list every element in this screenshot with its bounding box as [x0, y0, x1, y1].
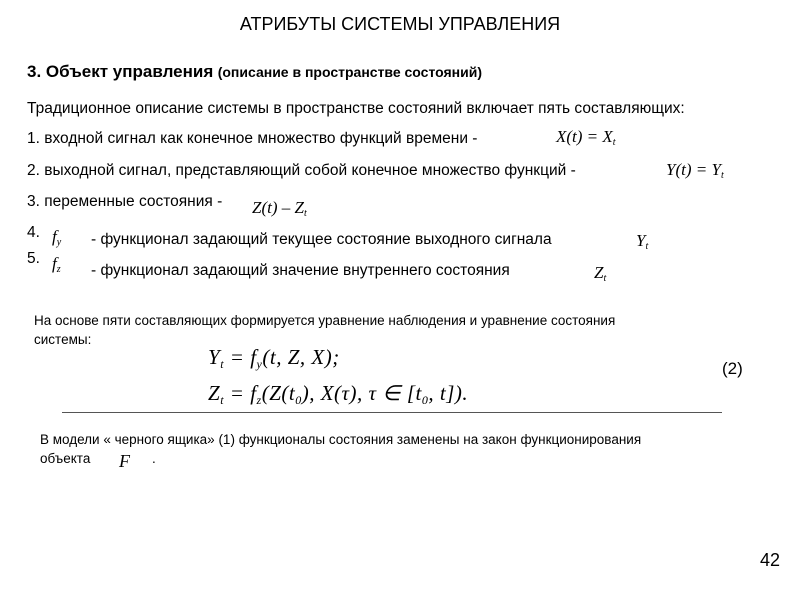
equation-number: (2)	[722, 359, 743, 378]
section-subtitle: (описание в пространстве состояний)	[217, 64, 483, 80]
state-equation: $Z_t = f_z(Z(t_0)$, X(τ), τ ∈ [$t_0$, t]).	[208, 381, 469, 407]
equations-intro-line1: На основе пяти составляющих формируется уравнение наблюдения и уравнение состояния	[34, 313, 616, 328]
formula-yt: $Y_t$	[636, 231, 649, 252]
note-line1: В модели « черного ящика» (1) функционалы состояния заменены на закон функционирования	[40, 432, 642, 447]
list-item-5: - функционал задающий значение внутреннего состояния	[91, 262, 510, 279]
note-symbol-f: F	[119, 451, 130, 471]
note-line2: объекта	[40, 451, 91, 466]
equations-intro-line2: системы:	[34, 332, 92, 347]
page-number: 42	[759, 550, 780, 570]
formula-state-variables: $Z(t) - Z_t$	[252, 198, 307, 219]
list-item-3	[27, 193, 222, 211]
formula-zt: $Z_t$	[594, 263, 607, 284]
observation-equation: $Y_t = f_y(t$, Z, X);	[208, 345, 340, 371]
list-item-4-number: 4.	[27, 224, 40, 241]
formula-output-signal: $Y(t) = Y_t$	[666, 160, 724, 181]
functional-fz-symbol: $f_z$	[52, 254, 61, 275]
list-item-4: - функционал задающий текущее состояние выходного сигнала	[91, 231, 552, 248]
slide-title: АТРИБУТЫ СИСТЕМЫ УПРАВЛЕНИЯ	[239, 14, 561, 34]
section-title: 3. Объект управления	[27, 62, 214, 81]
divider-line	[62, 412, 722, 413]
intro-text: Традиционное описание системы в пространстве состояний включает пять составляющих:	[27, 100, 685, 117]
note-end: .	[152, 451, 156, 466]
formula-input-signal: $X(t) = X_t$	[556, 127, 616, 148]
list-item-text: 2. выходной сигнал, представляющий собой конечное множество функций -	[27, 162, 576, 179]
list-item-text: 1. входной сигнал как конечное множество функций времени -	[27, 130, 478, 147]
list-item-5-number: 5.	[27, 250, 40, 267]
list-item-1	[27, 130, 477, 148]
list-item-text: 3. переменные состояния -	[27, 193, 223, 210]
list-item-2	[27, 162, 576, 180]
section-heading	[27, 62, 482, 82]
functional-fy-symbol: $f_y$	[52, 227, 62, 248]
